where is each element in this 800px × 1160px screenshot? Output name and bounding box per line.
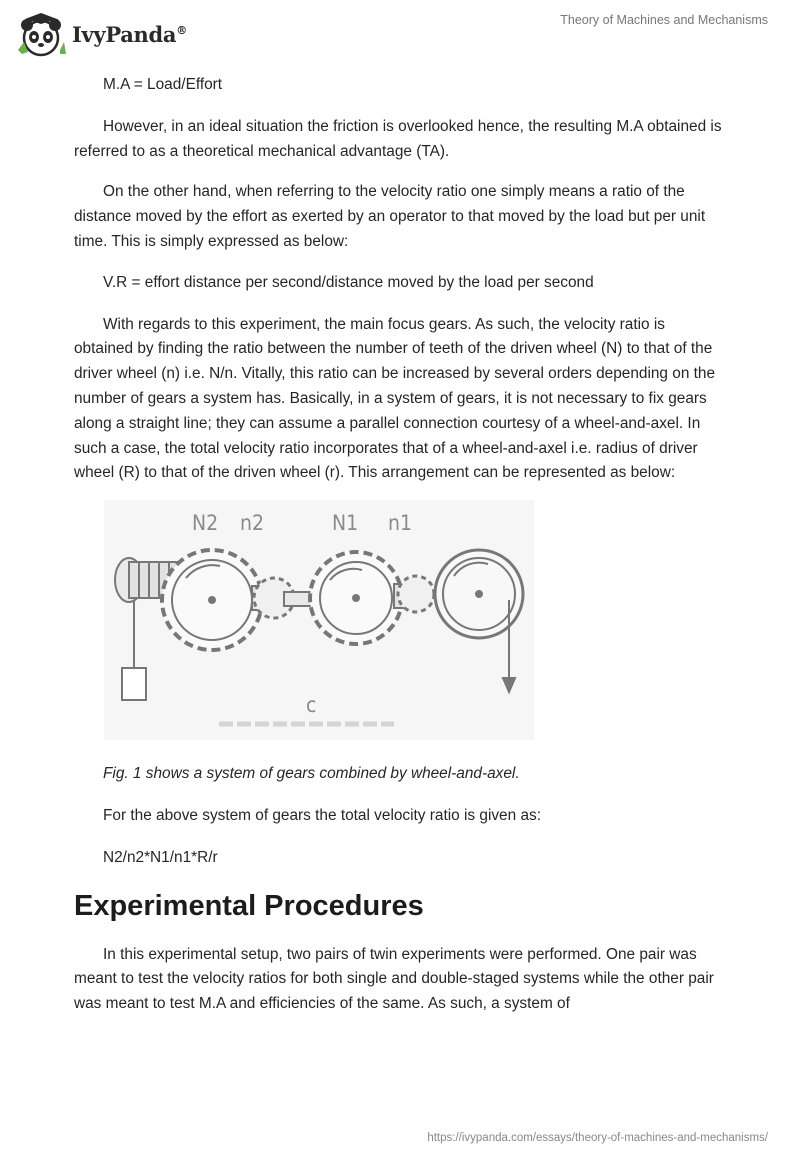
gear-diagram	[104, 500, 534, 740]
gear-system-figure	[104, 500, 534, 740]
section-heading: Experimental Procedures	[74, 889, 424, 922]
page-header	[0, 0, 800, 70]
paragraph-procedures: In this experimental setup, two pairs of twin experiments were performed. One pair was meant to test the velocity ratios for both single and double-staged systems while the other pair was meant to test M.A and efficiencies of the same. As such, a system of	[74, 945, 714, 1013]
formula-vr: V.R = effort distance per second/distance moved by the load per second	[103, 273, 594, 291]
figure-caption: Fig. 1 shows a system of gears combined by wheel-and-axel.	[103, 765, 520, 783]
formula-ma: M.A = Load/Effort	[103, 76, 223, 93]
ivypanda-logo[interactable]	[14, 10, 187, 58]
panda-logo-icon	[14, 10, 68, 58]
label-c: c	[306, 693, 317, 718]
paragraph-ideal-ma: However, in an ideal situation the friction is overlooked hence, the resulting M.A obtained is referred to as a theoretical mechanical advantage (TA).	[74, 117, 722, 160]
label-n2: n2	[240, 511, 264, 536]
logo-text: IvyPanda®	[72, 21, 187, 47]
source-url[interactable]: https://ivypanda.com/essays/theory-of-machines-and-mechanisms/	[427, 1132, 768, 1144]
essay-content	[74, 70, 724, 1017]
paragraph-velocity-ratio: On the other hand, when referring to the velocity ratio one simply means a ratio of the distance moved by the effort as exerted by an operator to that moved by the load but per unit time. This is simply expressed as below:	[74, 183, 706, 250]
label-N1: N1	[332, 511, 359, 536]
document-title: Theory of Machines and Mechanisms	[560, 13, 768, 27]
paragraph-gears: With regards to this experiment, the main focus gears. As such, the velocity ratio is obtained by finding the ratio between the number of teeth of the driven wheel (N) to that of the driver wheel (n) i.e. N/n. Vitally, this ratio can be increased by several orders depending on the number of gears a system has. Basically, in a system of gears, it is not necessary to fix gears along a straight line; they can assume a parallel connection courtesy of a wheel-and-axel. In such a case, the total velocity ratio incorporates that of a wheel-and-axel i.e. radius of driver wheel (R) to that of the driven wheel (r). This arrangement can be represented as below:	[74, 315, 716, 482]
label-N2: N2	[192, 511, 219, 536]
paragraph-total-vr: For the above system of gears the total velocity ratio is given as:	[103, 806, 541, 824]
label-n1: n1	[388, 511, 412, 536]
formula-total-vr: N2/n2*N1/n1*R/r	[103, 848, 218, 866]
